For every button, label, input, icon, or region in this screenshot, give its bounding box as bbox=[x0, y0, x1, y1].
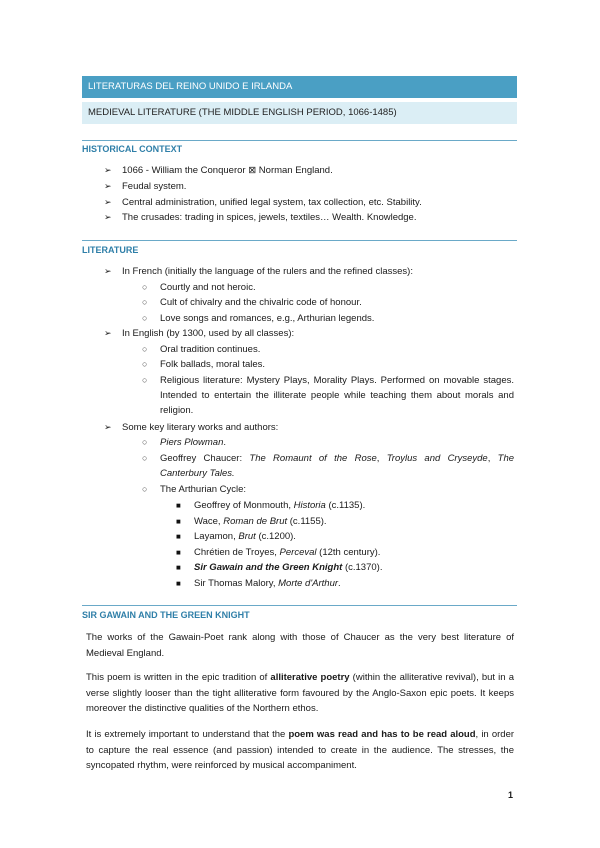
square-bullet-icon: ■ bbox=[176, 548, 181, 557]
paragraph bbox=[86, 727, 514, 774]
arrow-bullet-icon: ➢ bbox=[104, 422, 112, 432]
arrow-bullet-icon: ➢ bbox=[104, 181, 112, 191]
list-item bbox=[194, 576, 341, 591]
work-date: (c.1155). bbox=[287, 516, 327, 527]
list-item: Oral tradition continues. bbox=[160, 344, 261, 355]
list-item: In French (initially the language of the rulers and the refined classes): bbox=[122, 266, 413, 277]
arrow-bullet-icon: ➢ bbox=[104, 197, 112, 207]
list-item: Central administration, unified legal system, tax collection, etc. Stability. bbox=[122, 197, 422, 208]
list-item: Religious literature: Mystery Plays, Morality Plays. Performed on movable stages. Intended to entertain the illiterate people while teaching them about morals and religion. bbox=[160, 375, 514, 416]
document-title-bar: LITERATURAS DEL REINO UNIDO E IRLANDA bbox=[82, 76, 517, 98]
list-item: Some key literary works and authors: bbox=[122, 422, 279, 433]
author-name: Geoffrey Chaucer: bbox=[160, 453, 250, 464]
punctuation: . bbox=[338, 578, 341, 589]
text-run: (within the alliterative revival), but in a verse slightly looser than the tight alliterative form favoured by the Anglo-Saxon epic poets. It keeps moreover the distinctive qualities of the Northern ethos. bbox=[86, 672, 514, 714]
separator: , bbox=[376, 453, 387, 464]
list-item bbox=[194, 529, 296, 544]
list-item: Courtly and not heroic. bbox=[160, 282, 256, 293]
work-title: Historia bbox=[293, 500, 326, 511]
page-number: 1 bbox=[508, 790, 514, 800]
list-item: The Arthurian Cycle: bbox=[160, 484, 247, 495]
arrow-bullet-icon: ➢ bbox=[104, 212, 112, 222]
list-item bbox=[194, 498, 365, 513]
list-item: Folk ballads, moral tales. bbox=[160, 359, 266, 370]
divider bbox=[82, 140, 517, 141]
work-title: The Romaunt of the Rose bbox=[249, 453, 377, 464]
circle-bullet-icon: ○ bbox=[142, 484, 148, 494]
historical-context-heading: HISTORICAL CONTEXT bbox=[82, 144, 183, 154]
circle-bullet-icon: ○ bbox=[142, 375, 148, 385]
work-date: (c.1370). bbox=[342, 562, 383, 573]
gawain-heading: SIR GAWAIN AND THE GREEN KNIGHT bbox=[82, 610, 250, 620]
list-item: Love songs and romances, e.g., Arthurian legends. bbox=[160, 313, 375, 324]
arrow-bullet-icon: ➢ bbox=[104, 328, 112, 338]
work-title: Troylus and Cryseyde bbox=[386, 453, 488, 464]
text-run: , in order to capture the real essence (and passion) intended to create in the audience. The stresses, the syncopated rhythm, were reinforced by musical accompaniment. bbox=[86, 729, 515, 771]
divider bbox=[82, 240, 517, 241]
work-date: (c.1135). bbox=[325, 500, 366, 511]
list-item: Cult of chivalry and the chivalric code of honour. bbox=[160, 297, 362, 308]
paragraph bbox=[86, 670, 514, 717]
author-name: Sir Thomas Malory, bbox=[194, 578, 279, 589]
circle-bullet-icon: ○ bbox=[142, 359, 148, 369]
author-name: Geoffrey of Monmouth, bbox=[194, 500, 294, 511]
square-bullet-icon: ■ bbox=[176, 501, 181, 510]
divider bbox=[82, 605, 517, 606]
text-run: It is extremely important to understand that the bbox=[86, 729, 289, 740]
author-name: Chrétien de Troyes, bbox=[194, 547, 280, 558]
circle-bullet-icon: ○ bbox=[142, 313, 148, 323]
work-title: Sir Gawain and the Green Knight bbox=[194, 562, 343, 573]
list-item bbox=[160, 451, 514, 481]
list-item: Feudal system. bbox=[122, 181, 187, 192]
literature-heading: LITERATURE bbox=[82, 245, 139, 255]
work-date: (c.1200). bbox=[255, 531, 296, 542]
arrow-bullet-icon: ➢ bbox=[104, 266, 112, 276]
circle-bullet-icon: ○ bbox=[142, 453, 148, 463]
circle-bullet-icon: ○ bbox=[142, 282, 148, 292]
work-title: Piers Plowman bbox=[160, 437, 224, 448]
list-item bbox=[194, 545, 380, 560]
square-bullet-icon: ■ bbox=[176, 579, 181, 588]
work-title: Roman de Brut bbox=[223, 516, 288, 527]
list-item: The crusades: trading in spices, jewels, textiles… Wealth. Knowledge. bbox=[122, 212, 417, 223]
arrow-bullet-icon: ➢ bbox=[104, 165, 112, 175]
list-item bbox=[194, 514, 327, 529]
list-item: 1066 - William the Conqueror ⊠ Norman England. bbox=[122, 165, 333, 176]
circle-bullet-icon: ○ bbox=[142, 437, 148, 447]
square-bullet-icon: ■ bbox=[176, 517, 181, 526]
work-title: Brut bbox=[238, 531, 256, 542]
circle-bullet-icon: ○ bbox=[142, 297, 148, 307]
list-item bbox=[194, 560, 382, 575]
list-item: In English (by 1300, used by all classes): bbox=[122, 328, 295, 339]
separator: , bbox=[487, 453, 498, 464]
circle-bullet-icon: ○ bbox=[142, 344, 148, 354]
list-item bbox=[160, 435, 226, 450]
square-bullet-icon: ■ bbox=[176, 532, 181, 541]
work-title: Morte d'Arthur bbox=[278, 578, 339, 589]
section-title-bar: MEDIEVAL LITERATURE (THE MIDDLE ENGLISH PERIOD, 1066-1485) bbox=[82, 102, 517, 124]
work-title: Perceval bbox=[279, 547, 317, 558]
emphasis: poem was read and has to be read aloud bbox=[288, 729, 476, 740]
work-title: The Canterbury Tales. bbox=[160, 453, 515, 479]
paragraph: The works of the Gawain-Poet rank along with those of Chaucer as the very best literature of Medieval England. bbox=[86, 632, 514, 659]
author-name: Wace, bbox=[194, 516, 224, 527]
author-name: Layamon, bbox=[194, 531, 239, 542]
emphasis: alliterative poetry bbox=[270, 672, 350, 683]
square-bullet-icon: ■ bbox=[176, 563, 181, 572]
punctuation: . bbox=[223, 437, 226, 448]
work-date: (12th century). bbox=[316, 547, 381, 558]
text-run: This poem is written in the epic tradition of bbox=[86, 672, 271, 683]
